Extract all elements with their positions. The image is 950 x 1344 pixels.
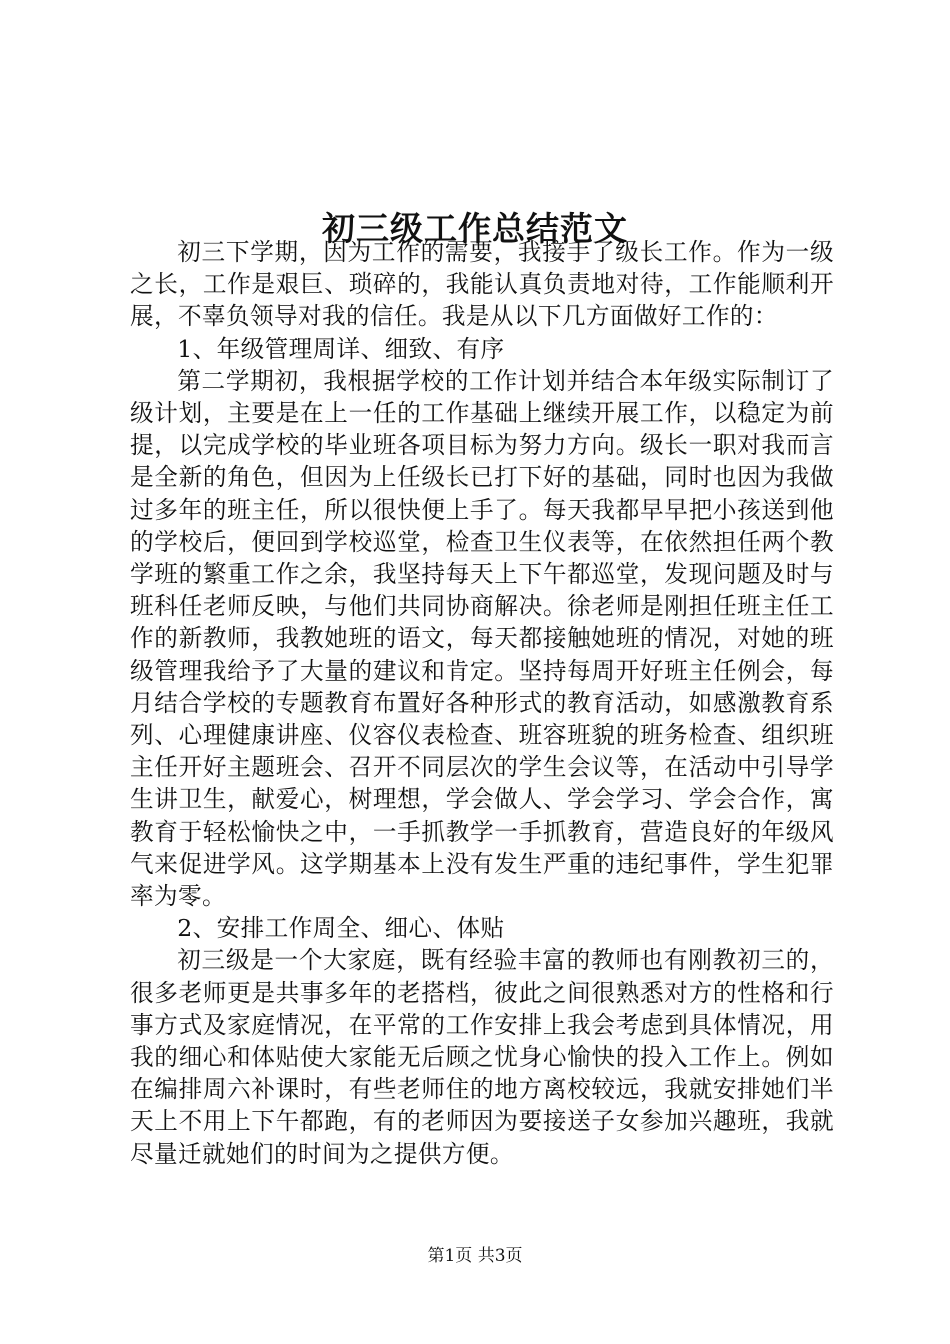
section-heading-1: 1、年级管理周详、细致、有序	[177, 334, 505, 363]
page-title: 初三级工作总结范文	[322, 209, 628, 249]
paragraph-intro: 初三下学期，因为工作的需要，我接手了级长工作。作为一级之长，工作是艰巨、琐碎的，我能认真负责地对待，工作能顺利开展，不辜负领导对我的信任。我是从以下几方面做好工作的：	[130, 238, 834, 331]
section-heading-2: 2、安排工作周全、细心、体贴	[177, 914, 505, 943]
document-body	[130, 236, 834, 1170]
paragraph-section-1: 第二学期初，我根据学校的工作计划并结合本年级实际制订了级计划，主要是在上一任的工作基础上继续开展工作，以稳定为前提，以完成学校的毕业班各项目标为努力方向。级长一职对我而言是全新的角色，但因为上任级长已打下好的基础，同时也因为我做过多年的班主任，所以很快便上手了。每天我都早早把小孩送到他的学校后，便回到学校巡堂，检查卫生仪表等，在依然担任两个教学班的繁重工作之余，我坚持每天上下午都巡堂，发现问题及时与班科任老师反映，与他们共同协商解决。徐老师是刚担任班主任工作的新教师，我教她班的语文，每天都接触她班的情况，对她的班级管理我给予了大量的建议和肯定。坚持每周开好班主任例会，每月结合学校的专题教育布置好各种形式的教育活动，如感激教育系列、心理健康讲座、仪容仪表检查、班容班貌的班务检查、组织班主任开好主题班会、召开不同层次的学生会议等，在活动中引导学生讲卫生，献爱心，树理想，学会做人、学会学习、学会合作，寓教育于轻松愉快之中，一手抓教学一手抓教育，营造良好的年级风气来促进学风。这学期基本上没有发生严重的违纪事件，学生犯罪率为零。	[130, 366, 834, 911]
paragraph-section-2: 初三级是一个大家庭，既有经验丰富的教师也有刚教初三的，很多老师更是共事多年的老搭档，彼此之间很熟悉对方的性格和行事方式及家庭情况，在平常的工作安排上我会考虑到具体情况，用我的细心和体贴使大家能无后顾之忧身心愉快的投入工作上。例如在编排周六补课时，有些老师住的地方离校较远，我就安排她们半天上不用上下午都跑，有的老师因为要接送子女参加兴趣班，我就尽量迁就她们的时间为之提供方便。	[130, 946, 834, 1168]
page-number: 第1页 共3页	[427, 1246, 523, 1266]
